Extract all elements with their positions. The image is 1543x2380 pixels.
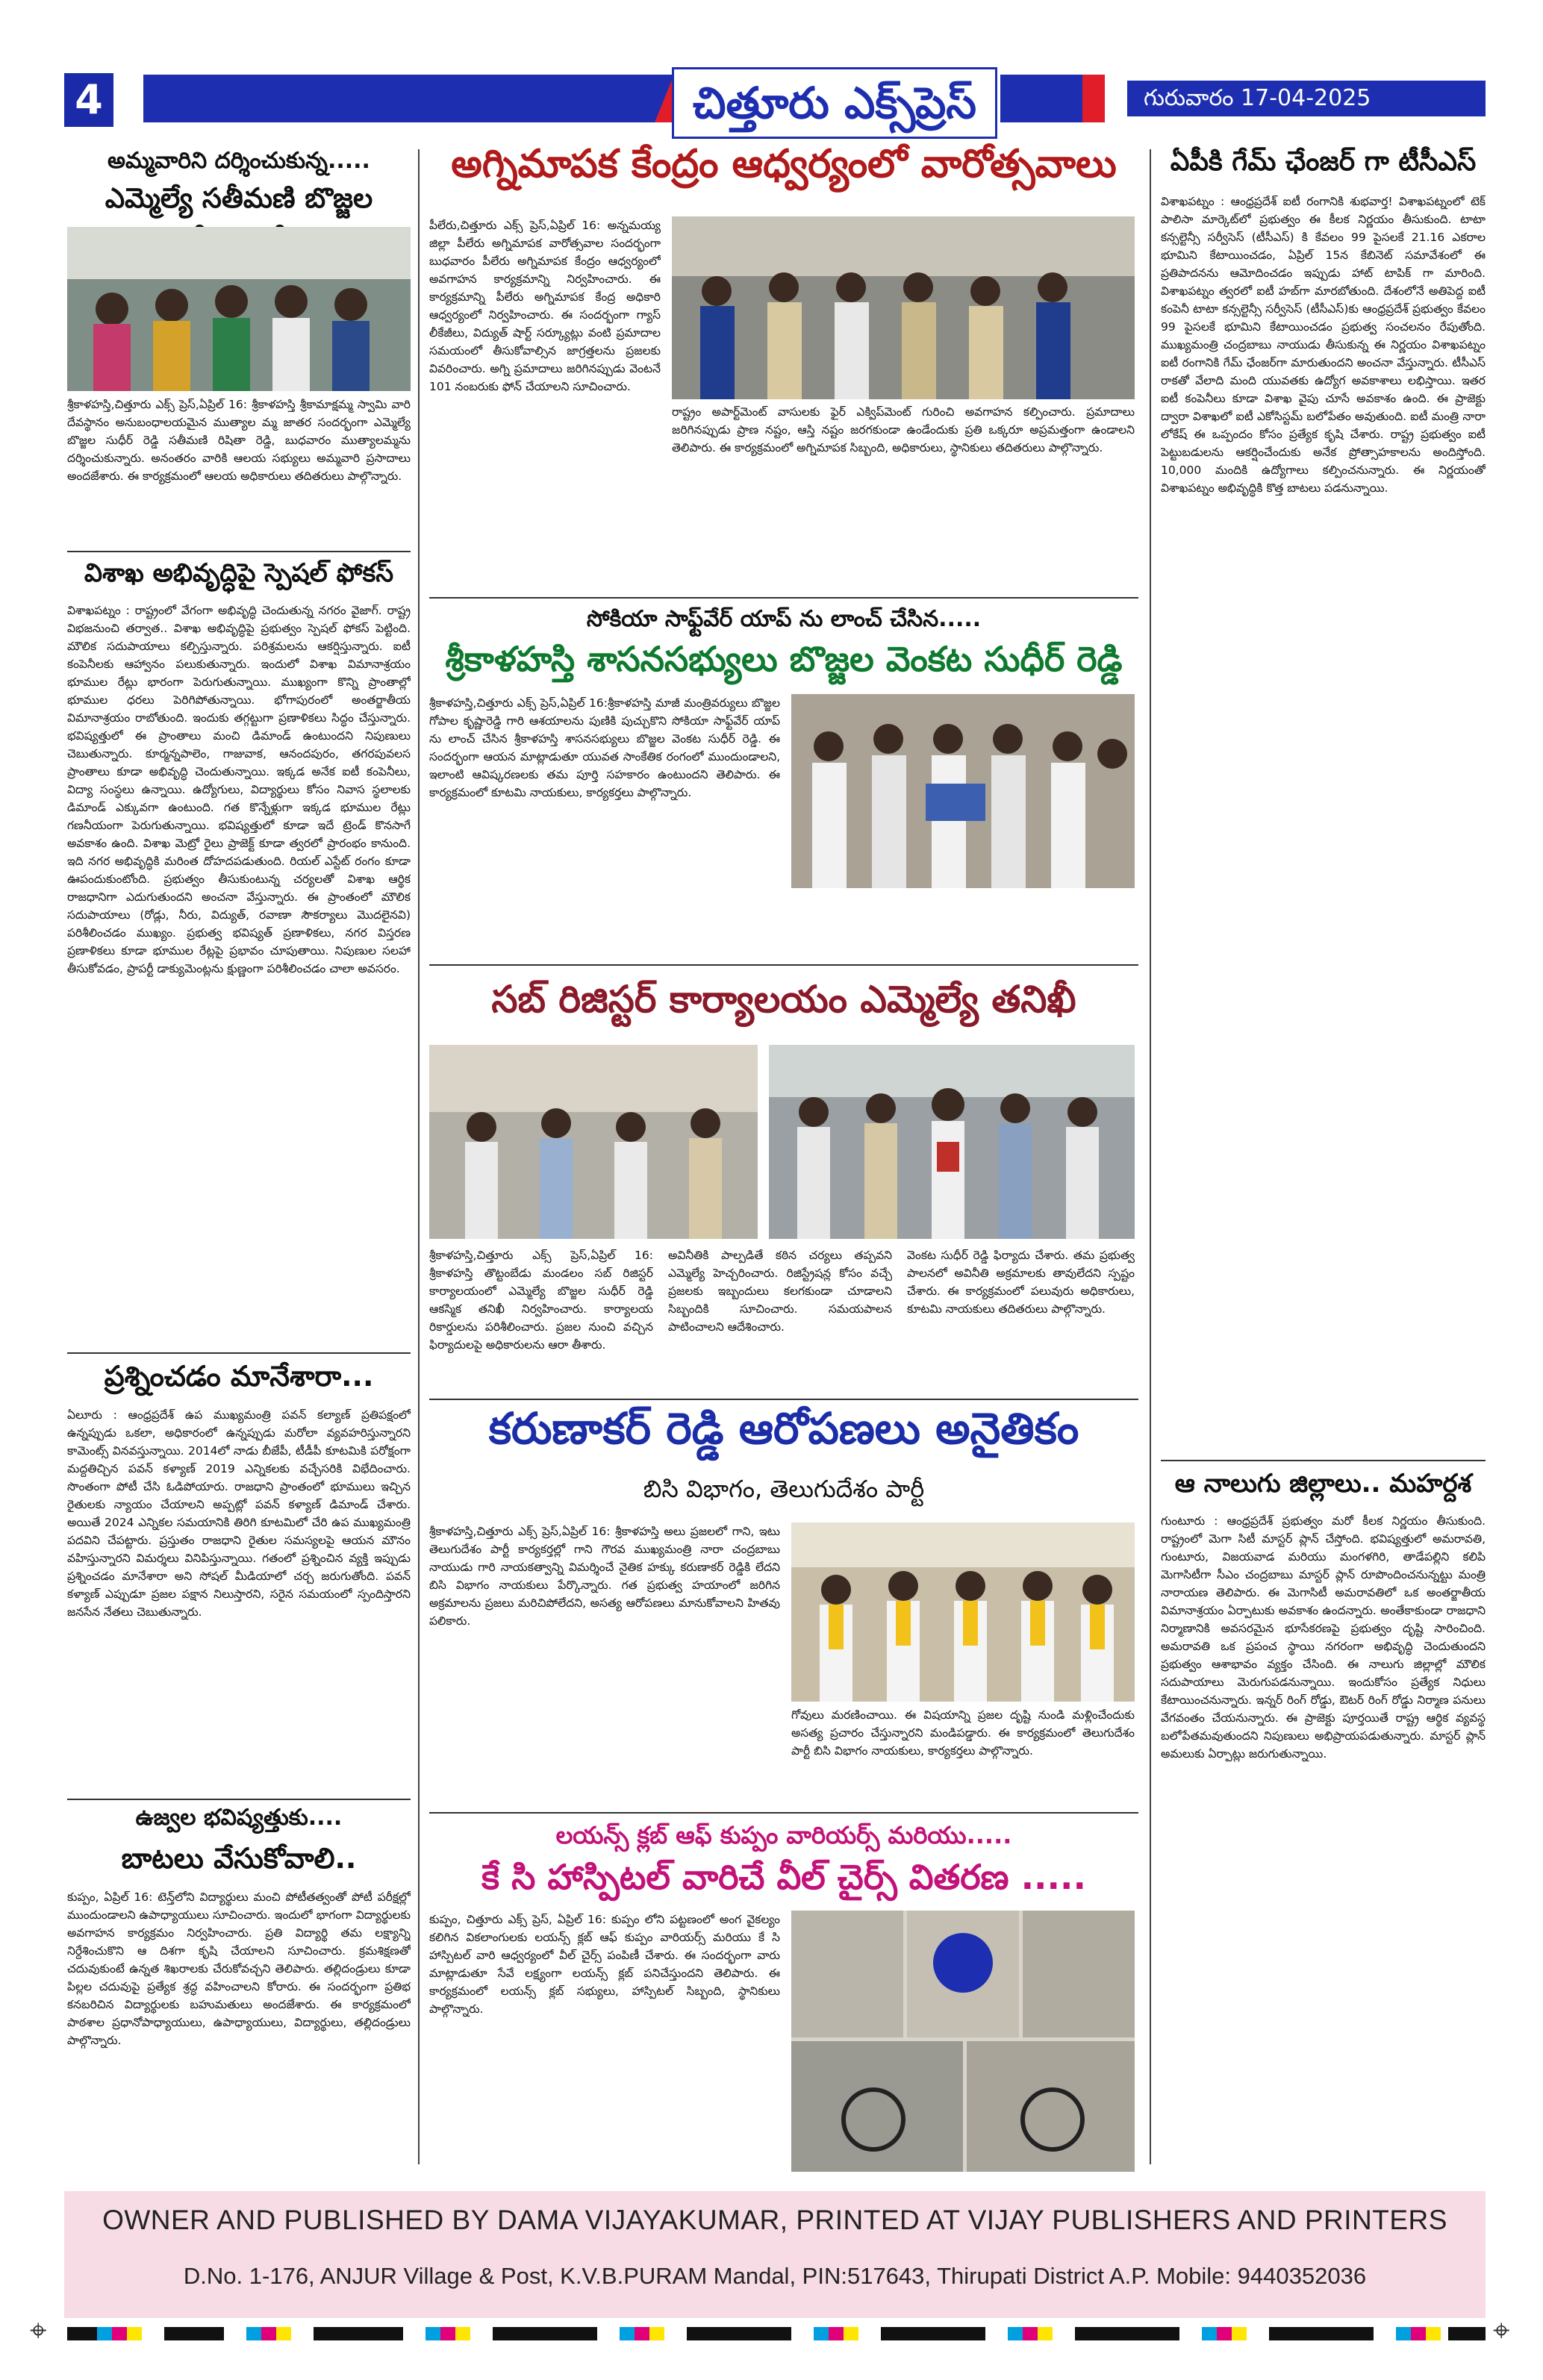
article-body: శ్రీకాళహస్తి,చిత్తూరు ఎక్స్ ప్రెస్,ఏప్రిల్ 16: శ్రీకాళహస్తి అలు ప్రజలలో గాని, ఇటు తెలుగుదేశం పార్టీ కార్యకర్తల్లో గాని గౌరవ ముఖ్యమంత్రి నారా చంద్రబాబు నాయుడు గారి నాయకత్వాన్ని విమర్శించే నైతిక హక్కు కరుణాకర్ రెడ్డికి లేదని బిసి విభాగం నాయకులు పేర్కొన్నారు. గత ప్రభుత్వ హయాంలో జరిగిన అక్రమాలను ప్రజలు మరిచిపోలేదని, అసత్య ఆరోపణలు మానుకోవాలని హితవు పలికారు. xyxy=(429,1525,780,1628)
photo-office-inspection-1 xyxy=(429,1045,758,1239)
photo-app-launch xyxy=(791,694,1135,888)
headline: సబ్ రిజిస్టర్ కార్యాలయం ఎమ్మెల్యే తనిఖీ xyxy=(491,978,1076,1021)
article-body: రాష్ట్రం అపార్ట్‌మెంట్ వాసులకు ఫైర్ ఎక్విప్‌మెంట్ గురించి అవగాహన కల్పించారు. ప్రమాదాలు జరిగినప్పుడు ప్రాణ నష్టం, ఆస్తి నష్టం జరగకుండా ఉండేందుకు ప్రతి ఒక్కరూ అప్రమత్తంగా ఉండాలని తెలిపారు. ఈ కార్యక్రమంలో అగ్నిమాపక సిబ్బంది, అధికారులు, స్థానికులు తదితరులు పాల్గొన్నారు. xyxy=(672,405,1135,455)
divider xyxy=(1161,1460,1486,1461)
headline: కరుణాకర్ రెడ్డి ఆరోపణలు అనైతికం xyxy=(488,1403,1079,1454)
article-body: వెంకట సుధీర్ రెడ్డి ఫిర్యాదు చేశారు. తమ ప్రభుత్వ పాలనలో అవినీతి అక్రమాలకు తావులేదని స్పష్టం చేశారు. ఈ కార్యక్రమంలో పలువురు అధికారులు, కూటమి నాయకులు తదితరులు పాల్గొన్నారు. xyxy=(907,1249,1135,1316)
news-photo xyxy=(67,227,411,391)
issue-date: గురువారం 17-04-2025 xyxy=(1127,81,1486,116)
article-body: ఏలూరు : ఆంధ్రప్రదేశ్ ఉప ముఖ్యమంత్రి పవన్ కల్యాణ్ ప్రతిపక్షంలో ఉన్నప్పుడు ఒకలా, అధికారంలో ఉన్నప్పుడు మరోలా వ్యవహరిస్తున్నారని కామెంట్స్ వినవస్తున్నాయి. 2014లో నాడు బీజేపీ, టీడీపీ కూటమికి పరోక్షంగా మద్దతిచ్చిన పవన్ కళ్యాణ్ 2019 ఎన్నికలకు వచ్చేసరికి విభేదించారు. సొంతంగా పోటీ చేసి ఓడిపోయారు. రాజధాని ప్రాంతంలో భూములు ఇచ్చిన రైతులకు న్యాయం చేయాలని అప్పట్లో పవన్ కళ్యాణ్ డిమాండ్ చేశారు. అయితే 2024 ఎన్నికల సమయానికి తిరిగి కూటమిలో చేరి ఉప ముఖ్యమంత్రి పదవిని చేపట్టారు. ప్రస్తుతం రాజధాని రైతుల సమస్యలపై ఆయన మౌనం వహిస్తున్నారని విమర్శలు వినిపిస్తున్నాయి. గతంలో ప్రశ్నించిన వ్యక్తి ఇప్పుడు ప్రశ్నించడం మానేశారా అని సోషల్ మీడియాలో చర్చ జరుగుతోంది. పవన్ కళ్యాణ్ ఎప్పుడూ ప్రజల పక్షాన నిలుస్తారని, సరైన సమయంలో స్పందిస్తారని జనసేన నేతలు చెబుతున్నారు. xyxy=(67,1408,411,1619)
divider xyxy=(429,597,1138,599)
divider xyxy=(67,551,411,552)
divider xyxy=(429,964,1138,966)
photo-bc-wing-press-meet xyxy=(791,1522,1135,1702)
article-body: కుప్పం, ఏప్రిల్ 16: టెన్త్‌లోని విద్యార్థులు మంచి పోటీతత్వంతో పోటీ పరీక్షల్లో ముందుండాలని ఉపాధ్యాయులు సూచించారు. ఇందులో భాగంగా విద్యార్థులకు అవగాహన కార్యక్రమం నిర్వహించారు. ప్రతి విద్యార్థి తమ లక్ష్యాన్ని నిర్దేశించుకొని ఆ దిశగా కృషి చేయాలని సూచించారు. క్రమశిక్షణతో చదువుకుంటే ఉన్నత శిఖరాలకు చేరుకోవచ్చని తెలిపారు. తల్లిదండ్రులు కూడా పిల్లల చదువుపై ప్రత్యేక శ్రద్ధ వహించాలని కోరారు. ఈ సందర్భంగా ప్రతిభ కనబరిచిన విద్యార్థులకు బహుమతులు అందజేశారు. ఈ కార్యక్రమంలో పాఠశాల ప్రధానోపాధ్యాయులు, ఉపాధ్యాయులు, విద్యార్థులు, తల్లిదండ్రులు పాల్గొన్నారు. xyxy=(67,1890,411,2047)
article-body-continued xyxy=(791,893,1135,960)
article-body: పీలేరు,చిత్తూరు ఎక్స్ ప్రెస్,ఏప్రిల్ 16: అన్నమయ్య జిల్లా పీలేరు అగ్నిమాపక వారోత్సవాల సందర్భంగా బుధవారం పీలేరు అగ్నిమాపక కేంద్రం ఆధ్వర్యంలో అవగాహన కార్యక్రమాన్ని నిర్వహించారు. ఈ కార్యక్రమాన్ని పీలేరు అగ్నిమాపక కేంద్ర అధికారి ఆధ్వర్యంలో నిర్వహించారు. ఈ సందర్భంగా గ్యాస్ లీకేజీలు, విద్యుత్ షార్ట్ సర్క్యూట్లు వంటి ప్రమాదాల సమయంలో తీసుకోవాల్సిన జాగ్రత్తలను ప్రజలకు వివరించారు. అగ్ని ప్రమాదాలు జరిగినప్పుడు వెంటనే 101 నంబరుకు ఫోన్ చేయాలని సూచించారు. xyxy=(429,219,661,393)
news-photo xyxy=(769,1045,1135,1239)
registration-mark-icon: ⌖ xyxy=(30,2314,47,2348)
article-body: శ్రీకాళహస్తి,చిత్తూరు ఎక్స్ ప్రెస్,ఏప్రిల్ 16: శ్రీకాళహస్తి శ్రీకామాక్షమ్మ స్వామి వారి దేవస్థానం అనుబంధాలయమైన ముత్యాల మ్మ జాతర సందర్భంగా ఎమ్మెల్యే బొజ్జల సుధీర్ రెడ్డి సతీమణి రిషితా రెడ్డి, బుధవారం ముత్యాలమ్మను దర్శించుకున్నారు. అనంతరం వారికి ఆలయ సభ్యులు అమ్మవారి ప్రసాదాలు అందజేశారు. ఈ కార్యక్రమంలో ఆలయ అధికారులు తదితరులు పాల్గొన్నారు. xyxy=(67,398,411,483)
kicker: సోకియా సాఫ్ట్‌వేర్ యాప్ ను లాంచ్ చేసిన..... xyxy=(586,606,982,632)
headline: విశాఖ అభివృద్ధిపై స్పెషల్ ఫోకస్ xyxy=(84,558,394,588)
article-body: శ్రీకాళహస్తి,చిత్తూరు ఎక్స్ ప్రెస్,ఏప్రిల్ 16: శ్రీకాళహస్తి తొట్టంబేడు మండలం సబ్ రిజిస్టర్ కార్యాలయంలో ఎమ్మెల్యే బొజ్జల సుధీర్ రెడ్డి ఆకస్మిక తనిఖీ నిర్వహించారు. కార్యాలయ రికార్డులను పరిశీలించారు. ప్రజల నుంచి వచ్చిన ఫిర్యాదులపై అధికారులను ఆరా తీశారు. xyxy=(429,1249,653,1352)
news-photo xyxy=(791,1911,1135,2172)
headline: శ్రీకాళహస్తి శాసనసభ్యులు బొజ్జల వెంకట సుధీర్ రెడ్డి xyxy=(445,639,1123,679)
column-divider xyxy=(418,149,420,2164)
divider xyxy=(67,1799,411,1800)
masthead-blue-bar xyxy=(143,75,681,122)
headline: ప్రశ్నించడం మానేశారా... xyxy=(104,1360,374,1393)
masthead-title-box xyxy=(672,67,997,139)
article-body: విశాఖపట్నం : ఆంధ్రప్రదేశ్ ఐటీ రంగానికి శుభవార్త! విశాఖపట్నంలో టెక్ పాలిసా మార్కెట్‌లో ప్రభుత్వం ఈ కీలక నిర్ణయం తీసుకుంది. టాటా కన్సల్టెన్సీ సర్వీసెస్ (టీసీఎస్) కి కేవలం 99 పైసలకే 21.16 ఎకరాల భూమిని కేటాయించడం, ఏప్రిల్ 15న కేబినెట్ సమావేశంలో ఈ ప్రతిపాదనను ఆమోదించడం ఇప్పుడు హాట్ టాపిక్ గా మారింది. విశాఖపట్నం త్వరలో ఐటీ హబ్‌గా మారబోతుంది. దేశంలోనే అతిపెద్ద ఐటీ కంపెనీ టాటా కన్సల్టెన్సీ సర్వీసెస్ (టీసీఎస్)కు ఆంధ్రప్రదేశ్ ప్రభుత్వం కేవలం 99 పైసలకే భూమిని కేటాయించడం ప్రభుత్వ సంచలనం రేపుతోంది. ముఖ్యమంత్రి చంద్రబాబు నాయుడు తీసుకున్న ఈ నిర్ణయం విశాఖపట్నం ఐటీ రంగానికి గేమ్ ఛేంజర్‌గా మారుతుందని అంచనా వేస్తున్నారు. టీసీఎస్ రాకతో వేలాది మంది యువతకు ఉద్యోగ అవకాశాలు లభిస్తాయి. ఇతర ఐటీ కంపెనీలు కూడా విశాఖ వైపు చూసే అవకాశం ఉంది. ఈ ప్రాజెక్టు ద్వారా విశాఖలో ఐటీ ఎకోసిస్టమ్ బలోపేతం అవుతుంది. ఐటీ మంత్రి నారా లోకేష్ ఈ ఒప్పందం కోసం ప్రత్యేక కృషి చేశారు. రాష్ట్ర ప్రభుత్వం ఐటీ పెట్టుబడులను ఆకర్షించేందుకు అనేక ప్రోత్సాహకాలను అందిస్తోంది. 10,000 మందికి ఉద్యోగాలు కల్పించనున్నారు. ఈ నిర్ణయంతో విశాఖపట్నం అభివృద్ధికి కొత్త బాటలు పడనున్నాయి. xyxy=(1161,195,1486,495)
headline: అగ్నిమాపక కేంద్రం ఆధ్వర్యంలో వారోత్సవాలు xyxy=(451,142,1117,187)
color-calibration-strip xyxy=(67,2327,1486,2340)
headline: కే సి హాస్పిటల్ వారిచే వీల్ చైర్స్ వితరణ ..... xyxy=(481,1857,1086,1897)
masthead-blue-bar-right xyxy=(1000,75,1082,122)
registration-mark-icon: ⌖ xyxy=(1493,2314,1510,2348)
column-divider xyxy=(1150,149,1151,2164)
photo-fire-week xyxy=(672,216,1135,399)
article-body: విశాఖపట్నం : రాష్ట్రంలో వేగంగా అభివృద్ధి చెందుతున్న నగరం వైజాగ్. రాష్ట్ర విభజనుంచి తర్వాత.. విశాఖ అభివృద్ధిపై ప్రభుత్వం స్పెషల్ ఫోకస్ పెట్టింది. మౌలిక సదుపాయాలు కల్పిస్తున్నారు. పరిశ్రమలను ఆకర్షిస్తున్నారు. ఐటీ కంపెనీలకు ఆహ్వానం పలుకుతున్నారు. ఇందులో విశాఖ విమానాశ్రయం భూముల రేట్లు భారంగా పెరుగుతున్నాయి. ముఖ్యంగా కొన్ని ప్రాంతాల్లో భూముల ధరలు పెరిగిపోతున్నాయి. భోగాపురంలో అంతర్జాతీయ విమానాశ్రయం రాబోతుంది. ఇందుకు తగ్గట్టుగా ప్రణాళికలు సిద్ధం చేస్తున్నారు. భవిష్యత్తులో ఈ ప్రాంతాలు మంచి డిమాండ్ ఉంటుందని నిపుణులు చెబుతున్నారు. కూర్మన్నపాలెం, గాజువాక, ఆనందపురం, తగరపువలస ప్రాంతాలు కూడా అభివృద్ధి చెందుతున్నాయి. ఇక్కడ అనేక ఐటీ కంపెనీలు, విద్యా సంస్థలు ఉన్నాయి. ఉద్యోగులు, విద్యార్థులు కోసం నివాస స్థలాలకు డిమాండ్ ఎక్కువగా ఉంటుంది. గత కొన్నేళ్లుగా ఇక్కడ భూముల రేట్లు గణనీయంగా పెరుగుతున్నాయి. భవిష్యత్తులో కూడా ఇదే ట్రెండ్ కొనసాగే అవకాశం ఉంది. విశాఖ మెట్రో రైలు ప్రాజెక్ట్ కూడా త్వరలో ప్రారంభం కానుంది. ఇది నగర అభివృద్ధికి మరింత దోహదపడుతుంది. రియల్ ఎస్టేట్ రంగం కూడా ఊపందుకుంటోంది. ప్రభుత్వం తీసుకుంటున్న చర్యలతో విశాఖ ఆర్థిక రాజధానిగా ఎదుగుతుందని అంచనా వేస్తున్నారు. ఈ ప్రాంతంలో మౌలిక సదుపాయాలు (రోడ్లు, నీరు, విద్యుత్, రవాణా సౌకర్యాలు మొదలైనవి) పరిశీలించడం ముఖ్యం. ప్రభుత్వ భవిష్యత్ ప్రణాళికలు, నగర విస్తరణ ప్రణాళికలు కూడా భూముల రేట్లపై ప్రభావం చూపుతాయి. నిపుణుల సలహా తీసుకోవడం, ప్రాపర్టీ డాక్యుమెంట్లను క్షుణ్ణంగా పరిశీలించడం చాలా అవసరం. xyxy=(67,604,411,975)
kicker: అమ్మవారిని దర్శించుకున్న..... xyxy=(107,148,370,174)
news-photo xyxy=(672,216,1135,399)
kicker: లయన్స్ క్లబ్ ఆఫ్ కుప్పం వారియర్స్ మరియు..... xyxy=(555,1821,1012,1849)
newspaper-name: చిత్తూరు ఎక్స్‌ప్రెస్ xyxy=(693,78,976,128)
article-body: శ్రీకాళహస్తి,చిత్తూరు ఎక్స్ ప్రెస్,ఏప్రిల్ 16:శ్రీకాళహస్తి మాజీ మంత్రివర్యులు బొజ్జల గోపాల కృష్ణారెడ్డి గారి ఆశయాలను పుణికి పుచ్చుకొని సోకియా సాఫ్ట్‌వేర్ యాప్ ను లాంచ్ చేసిన శ్రీకాళహస్తి శాసనసభ్యులు బొజ్జల వెంకట సుధీర్ రెడ్డి. ఈ సందర్భంగా ఆయన మాట్లాడుతూ యువత సాంకేతిక రంగంలో ముందుండాలని, ఇలాంటి ఆవిష్కరణలకు తమ పూర్తి సహకారం ఉంటుందని తెలిపారు. ఈ కార్యక్రమంలో కూటమి నాయకులు, కార్యకర్తలు పాల్గొన్నారు. xyxy=(429,696,780,799)
headline: బాటలు వేసుకోవాలి.. xyxy=(121,1842,357,1875)
article-body: అవినీతికి పాల్పడితే కఠిన చర్యలు తప్పవని ఎమ్మెల్యే హెచ్చరించారు. రిజిస్ట్రేషన్ల కోసం వచ్చే ప్రజలకు ఇబ్బందులు కలగకుండా చూడాలని సిబ్బందికి సూచించారు. సమయపాలన పాటించాలని ఆదేశించారు. xyxy=(668,1249,892,1334)
divider xyxy=(429,1812,1138,1814)
color-bar-icon xyxy=(67,2327,1486,2340)
kicker: ఉజ్వల భవిష్యత్తుకు.... xyxy=(135,1805,343,1831)
news-photo xyxy=(791,694,1135,888)
news-photo xyxy=(429,1045,758,1239)
headline: ఏపీకి గేమ్ ఛేంజర్ గా టీసీఎస్ xyxy=(1170,146,1477,177)
headline: ఎమ్మెల్యే సతీమణి బొజ్జల xyxy=(105,182,373,214)
address-line: D.No. 1-176, ANJUR Village & Post, K.V.B.PURAM Mandal, PIN:517643, Thirupati District A.P. Mobile: 9440352036 xyxy=(183,2263,1367,2289)
photo-mla-visit xyxy=(67,227,411,391)
article-body: గోవులు మరణించాయి. ఈ విషయాన్ని ప్రజల దృష్టి నుండి మళ్లించేందుకు అసత్య ప్రచారం చేస్తున్నారని మండిపడ్డారు. ఈ కార్యక్రమంలో తెలుగుదేశం పార్టీ బిసి విభాగం నాయకులు, కార్యకర్తలు పాల్గొన్నారు. xyxy=(791,1708,1135,1758)
subheadline: బిసి విభాగం, తెలుగుదేశం పార్టీ xyxy=(643,1475,925,1503)
article-body: గుంటూరు : ఆంధ్రప్రదేశ్ ప్రభుత్వం మరో కీలక నిర్ణయం తీసుకుంది. రాష్ట్రంలో మెగా సిటీ మాస్టర్ ప్లాన్ చేస్తోంది. భవిష్యత్తులో అమరావతి, గుంటూరు, విజయవాడ మరియు మంగళగిరి, తాడేపల్లిని కలిపి మెగాసిటీగా సీఎం చంద్రబాబు మాస్టర్ ప్లాన్ రూపొందించనున్నట్టు మంత్రి నారాయణ తెలిపారు. ఈ మెగాసిటీ అమరావతిలో ఒక అంతర్జాతీయ విమానాశ్రయం ఏర్పాటుకు అవకాశం ఉందన్నారు. అంతేకాకుండా రాజధాని నిర్మాణానికి అవసరమైన భూసేకరణపై ప్రభుత్వం దృష్టి సారించింది. అమరావతి ఒక ప్రపంచ స్థాయి నగరంగా అభివృద్ధి చెందుతుందని ప్రభుత్వం ఆశాభావం వ్యక్తం చేసింది. ఈ నాలుగు జిల్లాల్లో మౌలిక సదుపాయాలు మెరుగుపడనున్నాయి. ఇందుకోసం ప్రత్యేక నిధులు కేటాయించనున్నారు. ఇన్నర్ రింగ్ రోడ్డు, ఔటర్ రింగ్ రోడ్డు నిర్మాణ పనులు వేగవంతం చేయనున్నారు. ఈ ప్రాజెక్టు పూర్తయితే రాష్ట్ర ఆర్థిక వ్యవస్థ బలోపేతమవుతుందని నిపుణులు అభిప్రాయపడుతున్నారు. మాస్టర్ ప్లాన్ అమలుకు ఏర్పాట్లు జరుగుతున్నాయి. xyxy=(1161,1514,1486,1761)
publisher-line: OWNER AND PUBLISHED BY DAMA VIJAYAKUMAR, PRINTED AT VIJAY PUBLISHERS AND PRINTERS xyxy=(102,2205,1447,2235)
photo-office-inspection-2 xyxy=(769,1045,1135,1239)
divider xyxy=(429,1399,1138,1400)
page-number: 4 xyxy=(64,73,113,127)
divider xyxy=(67,1352,411,1354)
headline: ఆ నాలుగు జిల్లాలు.. మహర్దశ xyxy=(1174,1469,1472,1499)
masthead-red-bar-right xyxy=(1082,75,1105,122)
imprint-footer xyxy=(64,2191,1486,2318)
photo-wheelchair-distribution xyxy=(791,1911,1135,2172)
news-photo xyxy=(791,1522,1135,1702)
article-body: కుప్పం, చిత్తూరు ఎక్స్ ప్రెస్, ఏప్రిల్ 16: కుప్పం లోని పట్టణంలో అంగ వైకల్యం కలిగిన వికలాంగులకు లయన్స్ క్లబ్ ఆఫ్ కుప్పం వారియర్స్ మరియు కే సి హాస్పిటల్ వారి ఆధ్వర్యంలో వీల్ చైర్స్ పంపిణీ చేశారు. ఈ సందర్భంగా వారు మాట్లాడుతూ సేవే లక్ష్యంగా లయన్స్ క్లబ్ పనిచేస్తుందని తెలిపారు. ఈ కార్యక్రమంలో లయన్స్ క్లబ్ సభ్యులు, హాస్పిటల్ సిబ్బంది, స్థానికులు పాల్గొన్నారు. xyxy=(429,1913,780,2016)
